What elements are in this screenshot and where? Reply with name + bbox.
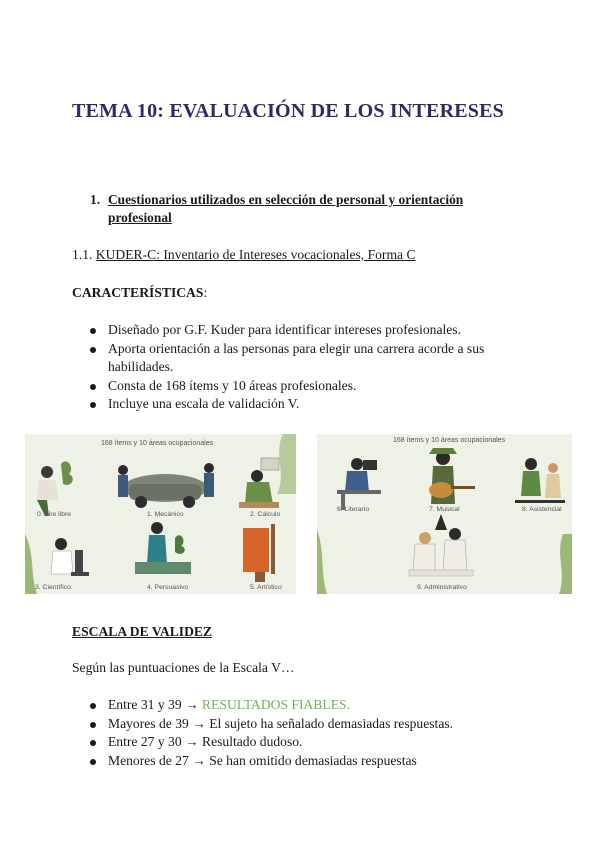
list-item-text: Aporta orientación a las personas para elegir una carrera acorde a sus habilidades.: [108, 340, 485, 374]
list-item: [90, 340, 520, 377]
bullet-icon: [90, 740, 96, 746]
occupational-areas-image-right: [317, 434, 572, 594]
caption: 9. Administrativo: [417, 584, 467, 591]
caption: 2. Cálculo: [250, 511, 281, 518]
bullet-icon: [90, 347, 96, 353]
list-item-text: Diseñado por G.F. Kuder para identificar intereses profesionales.: [108, 322, 461, 337]
list-item-prefix: Menores de 27 →: [108, 752, 210, 768]
list-item-text: El sujeto ha señalado demasiadas respuestas.: [209, 715, 454, 731]
list-item: [90, 395, 520, 414]
list-item-text: Resultado dudoso.: [202, 734, 303, 749]
caption: 7. Musical: [429, 506, 460, 513]
subsection-number: 1.1.: [72, 247, 93, 262]
bullet-icon: [90, 384, 96, 390]
list-item: [90, 715, 520, 734]
characteristics-heading-text: CARACTERÍSTICAS: [72, 285, 204, 300]
characteristics-list: [90, 321, 520, 414]
caption: 8. Asistencial: [522, 506, 562, 513]
section-label: Cuestionarios utilizados en selección de personal y orientación profesional: [108, 192, 464, 225]
page-title: TEMA 10: EVALUACIÓN DE LOS INTERESES: [72, 100, 504, 122]
caption: 1. Mecánico: [147, 511, 184, 518]
list-item: [90, 321, 520, 340]
caption: 4. Persuasivo: [147, 584, 189, 591]
list-item: [90, 696, 520, 715]
occupational-areas-image-left: [25, 434, 296, 594]
section-number: 1.: [90, 192, 101, 207]
reliable-results-highlight: RESULTADOS FIABLES.: [202, 697, 350, 712]
validity-intro: Según las puntuaciones de la Escala V…: [72, 660, 295, 675]
list-item-prefix: Entre 27 y 30 →: [108, 734, 203, 749]
bullet-icon: [90, 759, 96, 765]
bullet-icon: [90, 328, 96, 334]
subsection-label: KUDER-C: Inventario de Intereses vocacionales, Forma C: [95, 247, 416, 262]
image-left-title: 168 ítems y 10 áreas ocupacionales: [101, 440, 214, 447]
list-item: [90, 752, 520, 771]
list-item-text: Consta de 168 ítems y 10 áreas profesionales.: [108, 377, 357, 393]
bullet-icon: [90, 402, 96, 408]
illustration-right: [317, 434, 572, 594]
validity-heading: ESCALA DE VALIDEZ: [72, 624, 213, 639]
list-item-text: Incluye una escala de validación V.: [108, 396, 300, 411]
list-item-text: Se han omitido demasiadas respuestas: [209, 752, 417, 768]
bullet-icon: [90, 703, 96, 709]
list-item: [90, 377, 520, 396]
caption: 0. Aire libre: [37, 511, 72, 518]
list-item: [90, 733, 520, 752]
image-right-title: 168 ítems y 10 áreas ocupacionales: [393, 437, 506, 444]
caption: 5. Artístico: [250, 584, 282, 591]
caption: 3. Científico: [35, 584, 71, 591]
list-item-prefix: Mayores de 39 →: [108, 715, 210, 731]
subsection-heading: [72, 247, 416, 263]
caption: 6. Literario: [337, 506, 370, 513]
list-item-prefix: Entre 31 y 39 →: [108, 697, 203, 712]
bullet-icon: [90, 722, 96, 728]
validity-list: [90, 696, 520, 770]
characteristics-heading: [72, 285, 207, 301]
characteristics-colon: :: [203, 285, 208, 300]
